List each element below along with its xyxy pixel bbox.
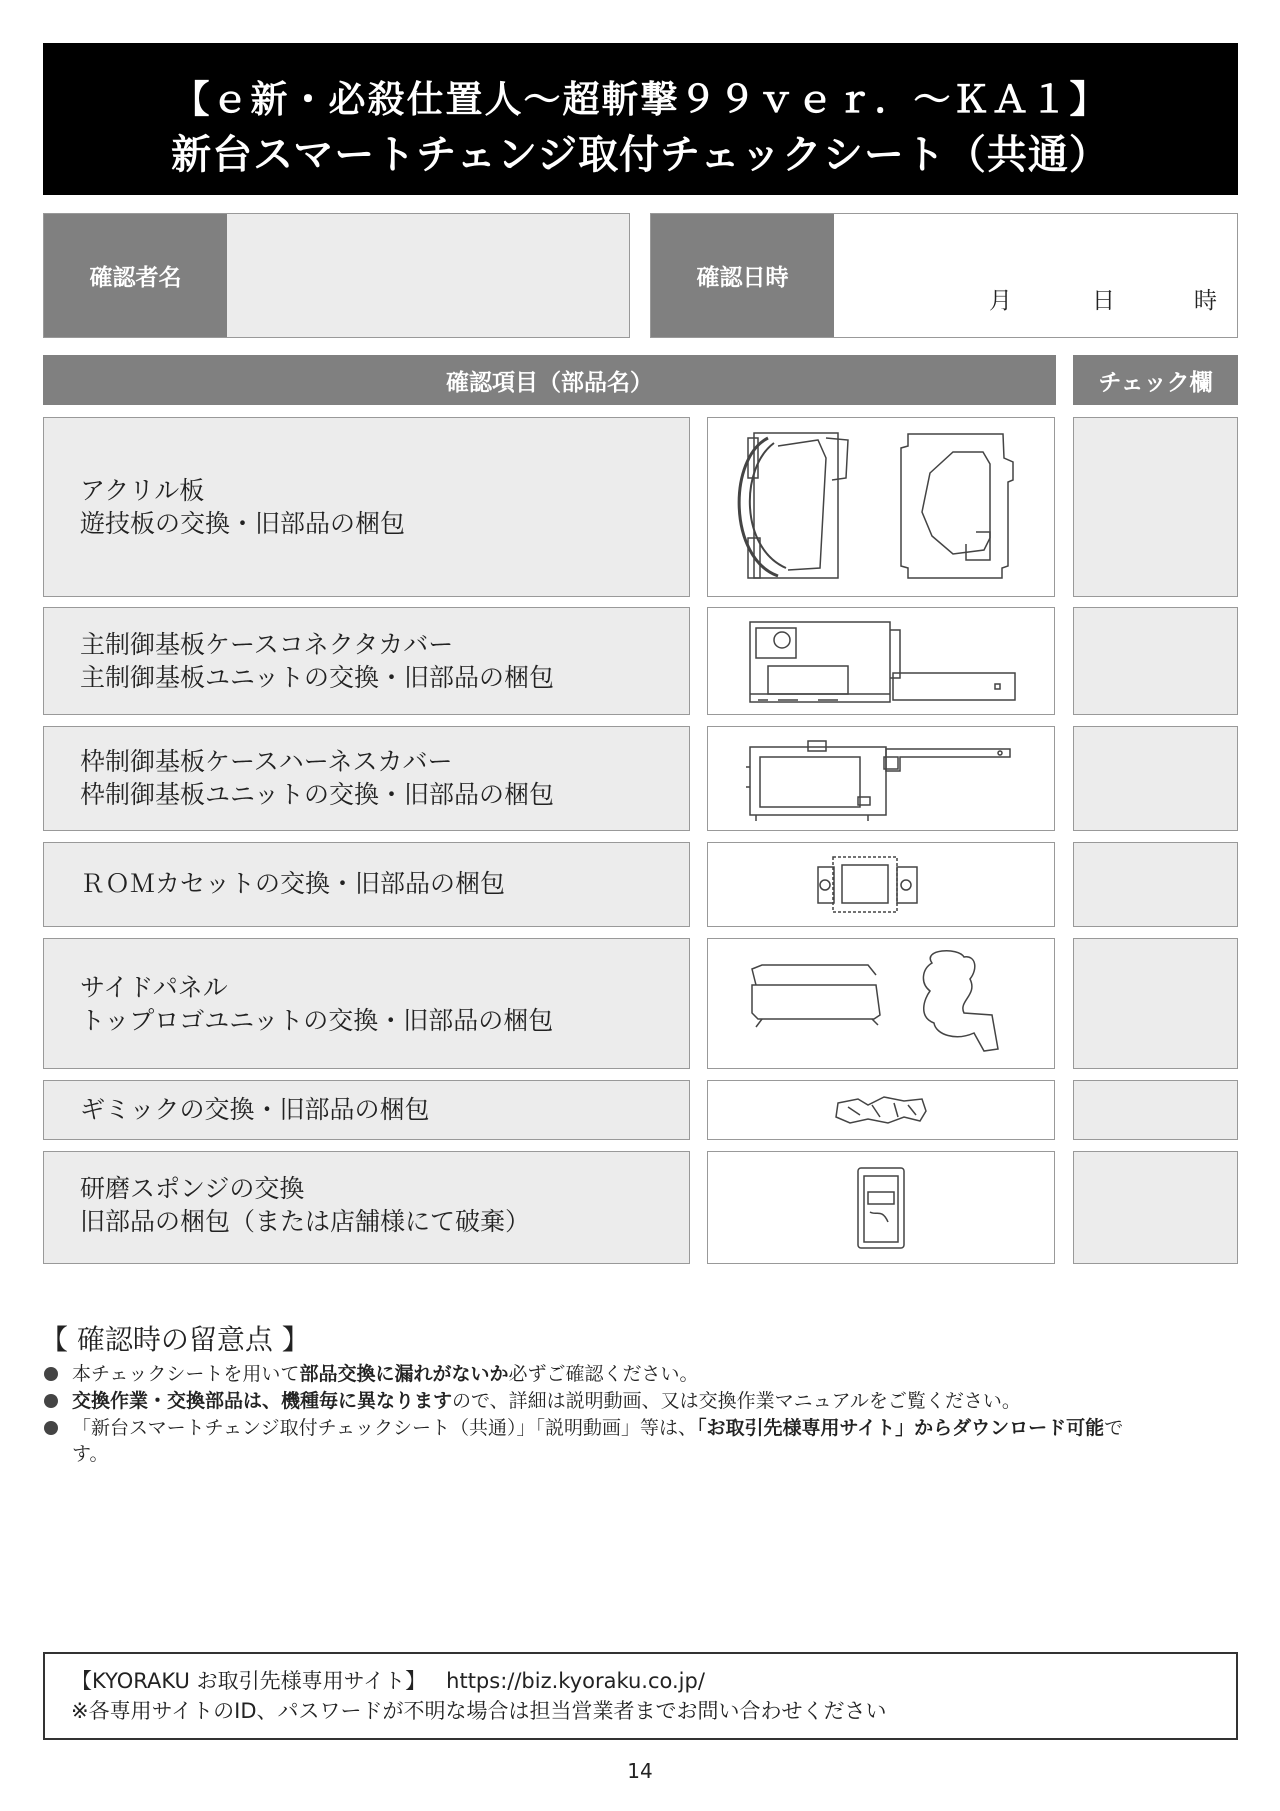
bullet-icon bbox=[44, 1394, 58, 1408]
confirm-date-box bbox=[650, 213, 1238, 338]
confirmer-label: 確認者名 bbox=[44, 214, 227, 337]
confirmer-name-field[interactable] bbox=[227, 214, 629, 337]
table-row-label bbox=[43, 726, 690, 831]
rom-cassette-illustration bbox=[707, 842, 1055, 927]
confirm-date-label: 確認日時 bbox=[651, 214, 834, 337]
row-text: 研磨スポンジの交換 旧部品の梱包（または店舗様にて破棄） bbox=[80, 1174, 531, 1236]
note-item: 本チェックシートを用いて部品交換に漏れがないか必ずご確認ください。 bbox=[44, 1361, 698, 1387]
check-box[interactable] bbox=[1073, 607, 1238, 715]
footer-site-url[interactable]: https://biz.kyoraku.co.jp/ bbox=[446, 1669, 705, 1693]
side-panel-illustration bbox=[707, 938, 1055, 1069]
main-control-board-illustration bbox=[707, 607, 1055, 715]
row-text: ギミックの交換・旧部品の梱包 bbox=[80, 1095, 430, 1124]
row-text: ＲＯＭカセットの交換・旧部品の梱包 bbox=[80, 869, 506, 898]
row-text: 主制御基板ケースコネクタカバー 主制御基板ユニットの交換・旧部品の梱包 bbox=[80, 630, 555, 692]
frame-control-board-illustration bbox=[707, 726, 1055, 831]
title-machine-name: 【ｅ新・必殺仕置人〜超斬撃９９ｖｅｒ．〜ＫＡ１】 bbox=[172, 78, 1109, 121]
footer-note: ※各専用サイトのID、パスワードが不明な場合は担当営業者までお問い合わせください bbox=[71, 1699, 887, 1723]
confirmer-box bbox=[43, 213, 630, 338]
notes-title: 【 確認時の留意点 】 bbox=[40, 1323, 310, 1356]
hour-unit: 時 bbox=[1194, 288, 1217, 314]
footer-site-line bbox=[71, 1666, 1210, 1696]
row-text: 枠制御基板ケースハーネスカバー 枠制御基板ユニットの交換・旧部品の梱包 bbox=[80, 747, 555, 809]
check-box[interactable] bbox=[1073, 842, 1238, 927]
row-text: アクリル板 遊技板の交換・旧部品の梱包 bbox=[80, 476, 406, 538]
note-item-continuation: す。 bbox=[72, 1443, 109, 1465]
sponge-illustration bbox=[707, 1151, 1055, 1264]
page-number: 14 bbox=[627, 1759, 653, 1783]
item-column-header: 確認項目（部品名） bbox=[43, 355, 1056, 405]
check-box[interactable] bbox=[1073, 1151, 1238, 1264]
table-row-label bbox=[43, 1080, 690, 1140]
bullet-icon bbox=[44, 1421, 58, 1435]
table-row-label bbox=[43, 842, 690, 927]
check-box[interactable] bbox=[1073, 938, 1238, 1069]
check-box[interactable] bbox=[1073, 726, 1238, 831]
footer-box bbox=[43, 1652, 1238, 1740]
gimmick-illustration bbox=[707, 1080, 1055, 1140]
day-unit: 日 bbox=[1092, 288, 1115, 314]
bullet-icon bbox=[44, 1367, 58, 1381]
check-box[interactable] bbox=[1073, 417, 1238, 597]
table-row-label bbox=[43, 938, 690, 1069]
title-banner bbox=[43, 43, 1238, 195]
acrylic-board-illustration bbox=[707, 417, 1055, 597]
check-box[interactable] bbox=[1073, 1080, 1238, 1140]
check-column-header: チェック欄 bbox=[1073, 355, 1238, 405]
table-row-label bbox=[43, 607, 690, 715]
note-item: 交換作業・交換部品は、機種毎に異なりますので、詳細は説明動画、又は交換作業マニュアルをご覧ください。 bbox=[44, 1388, 1021, 1414]
table-row-label bbox=[43, 417, 690, 597]
footer-site-label: 【KYORAKU お取引先様専用サイト】 bbox=[71, 1669, 427, 1693]
row-text: サイドパネル トップロゴユニットの交換・旧部品の梱包 bbox=[80, 973, 554, 1035]
confirm-date-field[interactable] bbox=[834, 214, 1237, 337]
month-unit: 月 bbox=[989, 288, 1012, 314]
title-sheet-name: 新台スマートチェンジ取付チェックシート（共通） bbox=[171, 132, 1110, 178]
note-item: 「新台スマートチェンジ取付チェックシート（共通）」「説明動画」等は、「お取引先様専用サイト」からダウンロード可能で bbox=[44, 1415, 1123, 1441]
table-row-label bbox=[43, 1151, 690, 1264]
